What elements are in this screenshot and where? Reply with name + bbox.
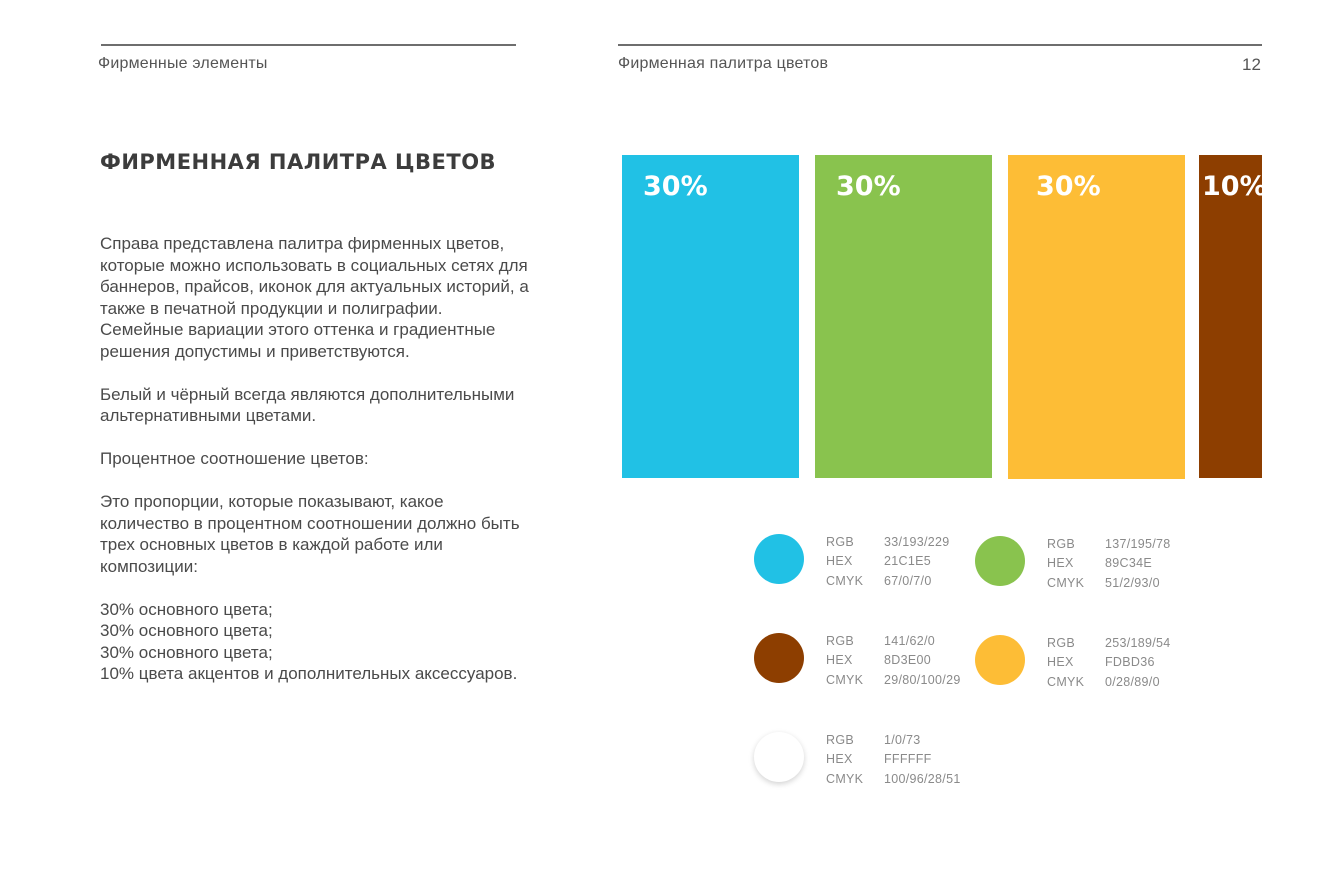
header-rule-right <box>618 44 1262 46</box>
hex-value: FFFFFF <box>884 752 932 766</box>
hex-value: 21C1E5 <box>884 554 931 568</box>
swatch-circle <box>975 536 1025 586</box>
ratio-heading: Процентное соотношение цветов: <box>100 449 369 468</box>
rgb-value: 141/62/0 <box>884 634 936 648</box>
running-head-left: Фирменные элементы <box>98 55 268 72</box>
hex-value: 89C34E <box>1105 556 1152 570</box>
rgb-label: RGB <box>826 535 854 549</box>
page-title: ФИРМЕННАЯ ПАЛИТРА ЦВЕТОВ <box>100 150 497 174</box>
swatch-circle <box>975 635 1025 685</box>
color-bar-blue <box>622 155 799 478</box>
color-bar-green <box>815 155 992 478</box>
hex-label: HEX <box>1047 556 1074 570</box>
rgb-value: 1/0/73 <box>884 733 921 747</box>
cmyk-value: 67/0/7/0 <box>884 574 932 588</box>
bar-percent-label: 30% <box>643 171 708 202</box>
page-number: 12 <box>1242 55 1261 74</box>
rgb-value: 253/189/54 <box>1105 636 1171 650</box>
cmyk-value: 29/80/100/29 <box>884 673 961 687</box>
cmyk-label: CMYK <box>1047 576 1085 590</box>
rgb-label: RGB <box>826 634 854 648</box>
running-head-right: Фирменная палитра цветов <box>618 55 829 72</box>
cmyk-label: CMYK <box>826 574 864 588</box>
swatch-circle <box>754 534 804 584</box>
intro-paragraph: Справа представлена палитра фирменных цветов, которые можно использовать в социальных сетях для баннеров, прайсов, иконок для актуальных историй, а также в печатной продукции и полиграфии. Семейные вариации этого оттенка и градиентные решения допустимы и приветствуются. <box>100 234 529 361</box>
bar-percent-label: 10% <box>1202 171 1267 202</box>
ratio-description: Это пропорции, которые показывают, какое количество в процентном соотношении должно быть трех основных цветов в каждой работе или композиции: <box>100 492 520 576</box>
swatch-circle <box>754 633 804 683</box>
rgb-label: RGB <box>1047 537 1075 551</box>
header-rule-left <box>101 44 516 46</box>
ratio-list <box>100 599 530 685</box>
ratio-list-item: 10% цвета акцентов и дополнительных аксессуаров. <box>100 664 518 683</box>
swatch-circle <box>754 732 804 782</box>
hex-label: HEX <box>1047 655 1074 669</box>
ratio-list-item: 30% основного цвета; <box>100 621 273 640</box>
cmyk-value: 0/28/89/0 <box>1105 675 1160 689</box>
rgb-label: RGB <box>1047 636 1075 650</box>
body-text <box>100 233 530 685</box>
cmyk-label: CMYK <box>826 772 864 786</box>
cmyk-value: 100/96/28/51 <box>884 772 961 786</box>
hex-label: HEX <box>826 653 853 667</box>
alt-colors-paragraph: Белый и чёрный всегда являются дополнительными альтернативными цветами. <box>100 384 515 425</box>
hex-value: FDBD36 <box>1105 655 1155 669</box>
rgb-label: RGB <box>826 733 854 747</box>
ratio-list-item: 30% основного цвета; <box>100 642 273 662</box>
color-bar-brown <box>1199 155 1267 478</box>
cmyk-label: CMYK <box>1047 675 1085 689</box>
hex-label: HEX <box>826 752 853 766</box>
bar-percent-label: 30% <box>1036 171 1101 202</box>
rgb-value: 137/195/78 <box>1105 537 1171 551</box>
bar-percent-label: 30% <box>836 171 901 202</box>
cmyk-label: CMYK <box>826 673 864 687</box>
color-bar-yellow <box>1008 155 1185 479</box>
hex-value: 8D3E00 <box>884 653 931 667</box>
hex-label: HEX <box>826 554 853 568</box>
rgb-value: 33/193/229 <box>884 535 950 549</box>
ratio-list-item: 30% основного цвета; <box>100 599 273 619</box>
cmyk-value: 51/2/93/0 <box>1105 576 1160 590</box>
